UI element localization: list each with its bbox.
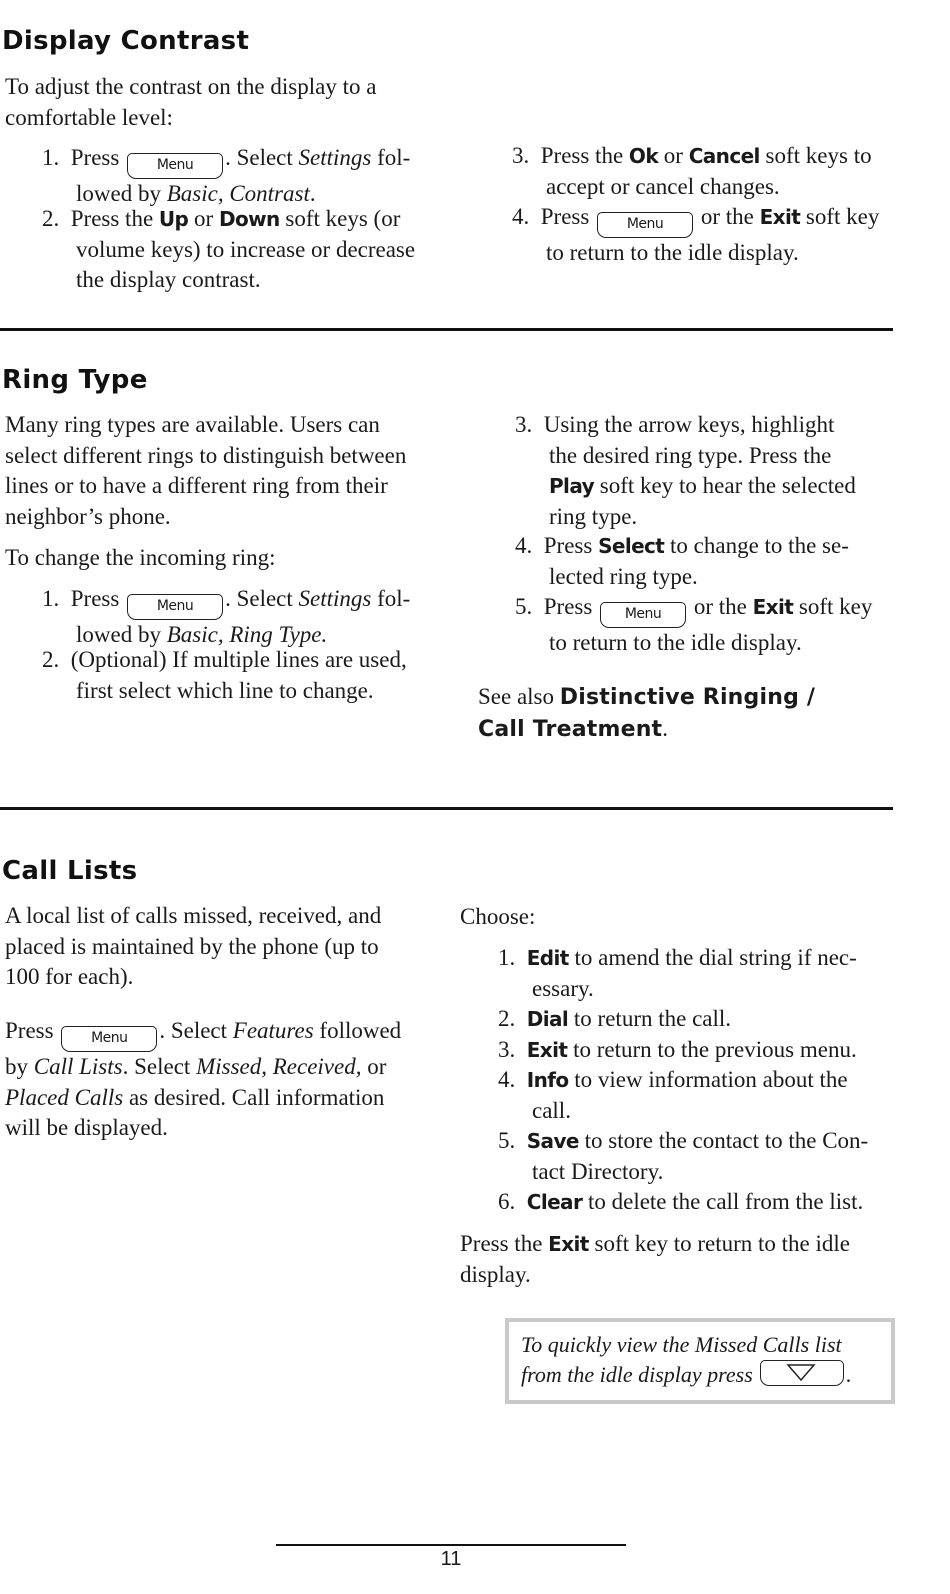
display-contrast-intro: To adjust the contrast on the display to a comfortable level: <box>5 74 377 130</box>
menu-key-icon: Menu <box>127 594 223 620</box>
display-contrast-step-4: 4. Press Menu or the Exit soft key to return to the idle display. <box>512 204 880 265</box>
call-lists-option-5: 5. Save to store the contact to the Con- tact Directory. <box>498 1128 869 1184</box>
call-lists-option-4: 4. Info to view information about the call. <box>498 1067 848 1123</box>
ring-type-step-3: 3. Using the arrow keys, highlight the desired ring type. Press the Play soft key to hear the selected ring type. <box>515 412 856 529</box>
call-lists-instructions: Press Menu . Select Features followed by Call Lists. Select Missed, Received, or Placed Calls as desired. Call information will be displayed. <box>5 1018 402 1140</box>
section-title-call-lists: Call Lists <box>2 856 138 886</box>
ring-type-step-5: 5. Press Menu or the Exit soft key to return to the idle display. <box>515 594 873 655</box>
call-lists-intro: A local list of calls missed, received, and placed is maintained by the phone (up to 100 for each). <box>5 903 382 989</box>
ring-type-see-also: See also Distinctive Ringing / Call Treatment. <box>478 684 816 742</box>
display-contrast-step-1: 1. Press Menu . Select Settings fol- lowed by Basic, Contrast. <box>42 145 411 206</box>
ring-type-step-2: 2. (Optional) If multiple lines are used, first select which line to change. <box>42 647 407 703</box>
distinctive-ringing-link[interactable]: Distinctive Ringing / <box>559 685 816 710</box>
section-divider <box>0 807 893 810</box>
menu-key-icon: Menu <box>127 153 223 179</box>
call-lists-option-2: 2. Dial to return the call. <box>498 1006 732 1031</box>
ring-type-step-4: 4. Press Select to change to the se- lected ring type. <box>515 533 849 589</box>
call-treatment-link[interactable]: Call Treatment <box>478 716 663 742</box>
call-lists-option-1: 1. Edit to amend the dial string if nec- essary. <box>498 945 857 1001</box>
section-title-ring-type: Ring Type <box>2 365 148 395</box>
menu-key-icon: Menu <box>597 212 693 238</box>
menu-key-icon: Menu <box>61 1026 157 1052</box>
display-contrast-step-2: 2. Press the Up or Down soft keys (or volume keys) to increase or decrease the display contrast. <box>42 206 416 292</box>
down-arrow-key-icon <box>760 1360 844 1386</box>
display-contrast-step-3: 3. Press the Ok or Cancel soft keys to accept or cancel changes. <box>512 143 872 199</box>
call-lists-exit-note: Press the Exit soft key to return to the idle display. <box>460 1231 851 1287</box>
tip-line-2: from the idle display press <box>521 1362 753 1387</box>
ring-type-step-1: 1. Press Menu . Select Settings fol- lowed by Basic, Ring Type. <box>42 586 411 647</box>
footer-divider <box>276 1544 626 1546</box>
menu-key-icon: Menu <box>600 602 686 628</box>
call-lists-option-3: 3. Exit to return to the previous menu. <box>498 1037 857 1062</box>
ring-type-change-label: To change the incoming ring: <box>5 545 276 570</box>
page-number: 11 <box>440 1548 462 1570</box>
missed-calls-tip-box: To quickly view the Missed Calls list from the idle display press . <box>505 1318 895 1404</box>
ring-type-intro: Many ring types are available. Users can select different rings to distinguish between lines or to have a different ring from their neighbor’s phone. <box>5 412 407 529</box>
call-lists-option-6: 6. Clear to delete the call from the list. <box>498 1189 864 1214</box>
call-lists-choose: Choose: <box>460 904 536 929</box>
tip-line-1: To quickly view the Missed Calls list <box>521 1332 842 1357</box>
section-divider <box>0 328 893 331</box>
section-title-display-contrast: Display Contrast <box>2 26 250 56</box>
